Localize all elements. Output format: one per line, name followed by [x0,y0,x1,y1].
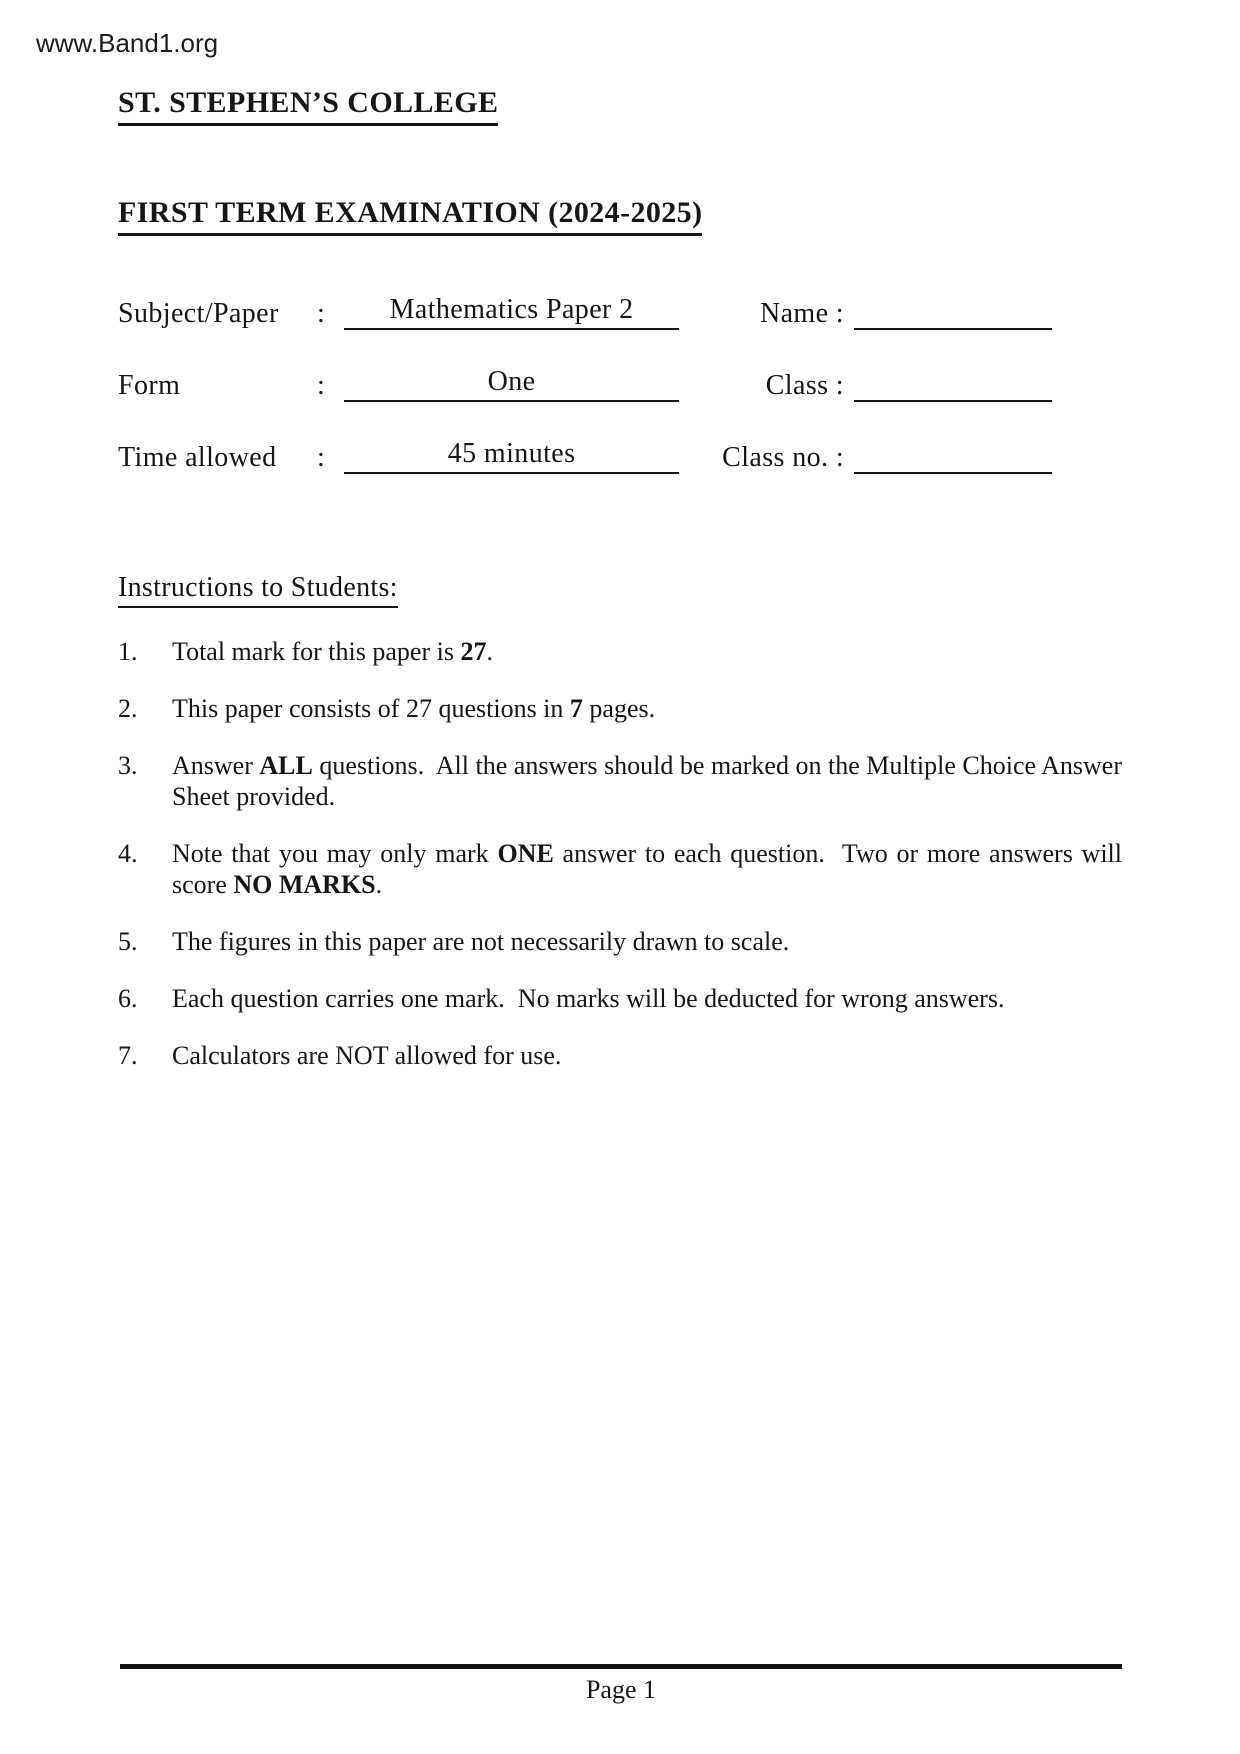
form-row-separator: : [316,442,326,473]
form-row [118,362,1122,402]
form-row-right-group [679,296,1052,330]
instruction-item [118,636,1122,667]
site-watermark: www.Band1.org [36,28,219,58]
instruction-number: 4. [118,839,138,868]
exam-title-row [118,196,1122,236]
form-row-value: Mathematics Paper 2 [344,294,679,330]
instruction-plain-text: . [375,870,383,899]
instruction-item [118,838,1122,900]
form-row-label: Subject/Paper [118,298,279,329]
instruction-item [118,750,1122,812]
instruction-item [118,983,1122,1014]
instruction-number: 2. [118,694,138,723]
instruction-plain-text: questions. All the answers should be marked on the Multiple Choice Answer Sheet provided. [172,751,1122,811]
form-row-value: 45 minutes [344,438,679,474]
page-content [118,0,1122,1097]
instruction-text [172,926,1122,957]
form-row-label: Form [118,370,181,401]
instruction-bold-text: ONE [497,839,554,868]
instruction-plain-text: answer to each question. Two or more answers will score [172,839,1123,899]
instruction-number: 7. [118,1041,138,1070]
instruction-plain-text: Calculators are NOT allowed for use. [172,1041,562,1070]
instruction-text [172,1040,1122,1071]
form-row-separator: : [316,298,326,329]
instruction-item [118,926,1122,957]
instruction-bold-text: NO MARKS [233,870,376,899]
instruction-number: 6. [118,984,138,1013]
instruction-plain-text: The figures in this paper are not necessarily drawn to scale. [172,927,790,956]
instructions-heading-row [118,506,1122,608]
instructions-heading: Instructions to Students: [118,572,398,608]
instruction-plain-text: Answer [172,751,260,780]
instructions-list [118,636,1122,1071]
instruction-text [172,693,1122,724]
instruction-item [118,1040,1122,1071]
school-name-title: ST. STEPHEN’S COLLEGE [118,86,498,126]
exam-title: FIRST TERM EXAMINATION (2024-2025) [118,196,702,236]
form-row-right-label: Class : [765,370,844,401]
instruction-plain-text: This paper consists of 27 questions in [172,694,570,723]
form-row-separator: : [316,370,326,401]
instruction-bold-text: 27 [460,637,487,666]
footer-rule [120,1664,1122,1669]
form-row-value: One [344,366,679,402]
form-row-right-label: Class no. : [722,442,844,473]
instruction-bold-text: 7 [569,694,583,723]
instruction-number: 3. [118,751,138,780]
instruction-text [172,750,1122,812]
page-footer [120,1664,1122,1705]
instruction-text [172,636,1122,667]
form-row-label: Time allowed [118,442,277,473]
form-row [118,434,1122,474]
instruction-number: 1. [118,637,138,666]
instruction-plain-text: Note that you may only mark [172,839,498,868]
instruction-plain-text: Each question carries one mark. No marks will be deducted for wrong answers. [172,984,1005,1013]
form-row-right-group [679,440,1052,474]
form-row-blank-underline [854,440,1052,474]
page-number: Page 1 [585,1675,657,1704]
instruction-plain-text: pages. [582,694,656,723]
school-title-row [118,0,1122,126]
instruction-number: 5. [118,927,138,956]
form-row-blank-underline [854,368,1052,402]
form-grid [118,290,1122,474]
form-row-right-group [679,368,1052,402]
instruction-text [172,838,1122,900]
instruction-plain-text: Total mark for this paper is [172,637,461,666]
form-row-right-label: Name : [759,298,844,329]
form-row-blank-underline [854,296,1052,330]
instruction-text [172,983,1122,1014]
instruction-bold-text: ALL [259,751,313,780]
form-row [118,290,1122,330]
instruction-plain-text: . [486,637,493,666]
instruction-item [118,693,1122,724]
